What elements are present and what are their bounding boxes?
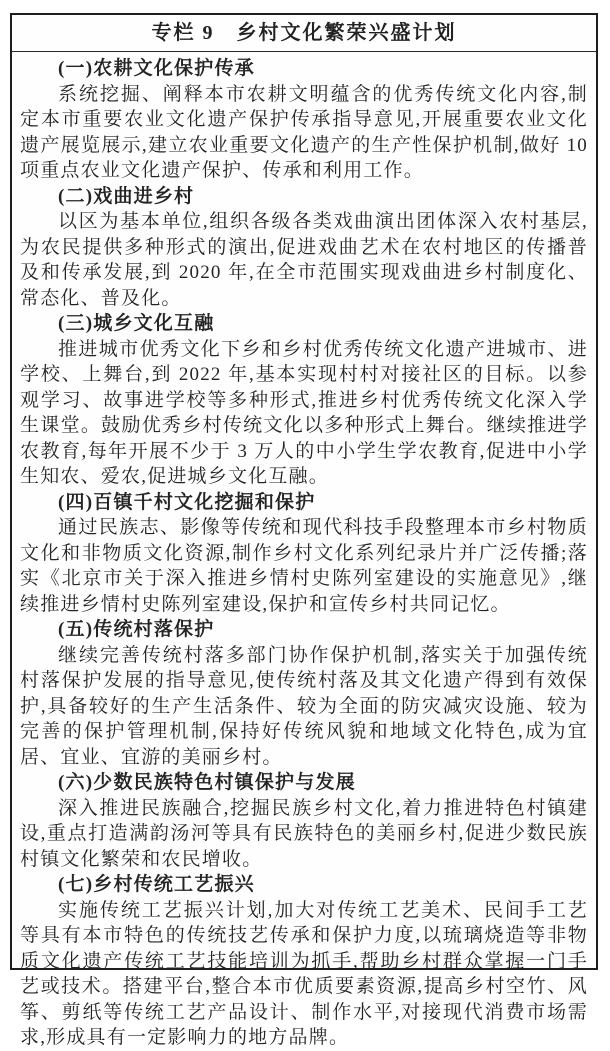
section-paragraph-3: 推进城市优秀文化下乡和乡村优秀传统文化遗产进城市、进学校、上舞台,到 2022 年,基本实现村村对接社区的目标。以参观学习、故事进学校等多种形式,推进乡村优秀传统文化深入学生课堂。鼓励优秀乡村传统文化以多种形式上舞台。继续推进学农教育,每年开展不少于 3 万人的中小学生学农教育,促进中小学生知农、爱农,促进城乡文化互融。 [20,338,588,487]
section-heading-3: (三)城乡文化互融 [58,313,215,334]
section-paragraph-1: 系统挖掘、阐释本市农耕文明蕴含的优秀传统文化内容,制定本市重要农业文化遗产保护传承指导意见,开展重要农业文化遗产展览展示,建立农业重要文化遗产的生产性保护机制,做好 10 项重点农业文化遗产保护、传承和利用工作。 [20,83,588,181]
section-paragraph-6: 深入推进民族融合,挖掘民族乡村文化,着力推进特色村镇建设,重点打造满韵汤河等具有民族特色的美丽乡村,促进少数民族村镇文化繁荣和农民增收。 [20,797,588,870]
callout-box [10,13,598,1048]
section-heading-2: (二)戏曲进乡村 [58,185,195,207]
section-heading-1: (一)农耕文化保护传承 [58,58,255,79]
section-heading-6: (六)少数民族特色村镇保护与发展 [58,772,356,793]
box-body [12,52,596,1051]
section-paragraph-2: 以区为基本单位,组织各级各类戏曲演出团体深入农村基层,为农民提供多种形式的演出,促进戏曲艺术在农村地区的传播普及和传承发展,到 2020 年,在全市范围实现戏曲进乡村制度化、常态化、普及化。 [20,211,588,309]
section-heading-4: (四)百镇千村文化挖掘和保护 [58,491,316,513]
section-heading-7: (七)乡村传统工艺振兴 [58,874,255,895]
box-title: 专栏 9 乡村文化繁荣兴盛计划 [12,15,596,52]
section-paragraph-7: 实施传统工艺振兴计划,加大对传统工艺美术、民间手工艺等具有本市特色的传统技艺传承和保护力度,以琉璃烧造等非物质文化遗产传统工艺技能培训为抓手,帮助乡村群众掌握一门手艺或技术。搭建平台,整合本市优质要素资源,提高乡村空竹、风筝、剪纸等传统工艺产品设计、制作水平,对接现代消费市场需求,形成具有一定影响力的地方品牌。 [20,899,588,1048]
section-paragraph-5: 继续完善传统村落多部门协作保护机制,落实关于加强传统村落保护发展的指导意见,使传统村落及其文化遗产得到有效保护,具备较好的生产生活条件、较为全面的防灾减灾设施、较为完善的保护管理机制,保持好传统风貌和地域文化特色,成为宜居、宜业、宜游的美丽乡村。 [20,644,588,768]
section-heading-5: (五)传统村落保护 [58,619,215,640]
section-paragraph-4: 通过民族志、影像等传统和现代科技手段整理本市乡村物质文化和非物质文化资源,制作乡村文化系列纪录片并广泛传播;落实《北京市关于深入推进乡情村史陈列室建设的实施意见》,继续推进乡情村史陈列室建设,保护和宣传乡村共同记忆。 [20,517,588,615]
